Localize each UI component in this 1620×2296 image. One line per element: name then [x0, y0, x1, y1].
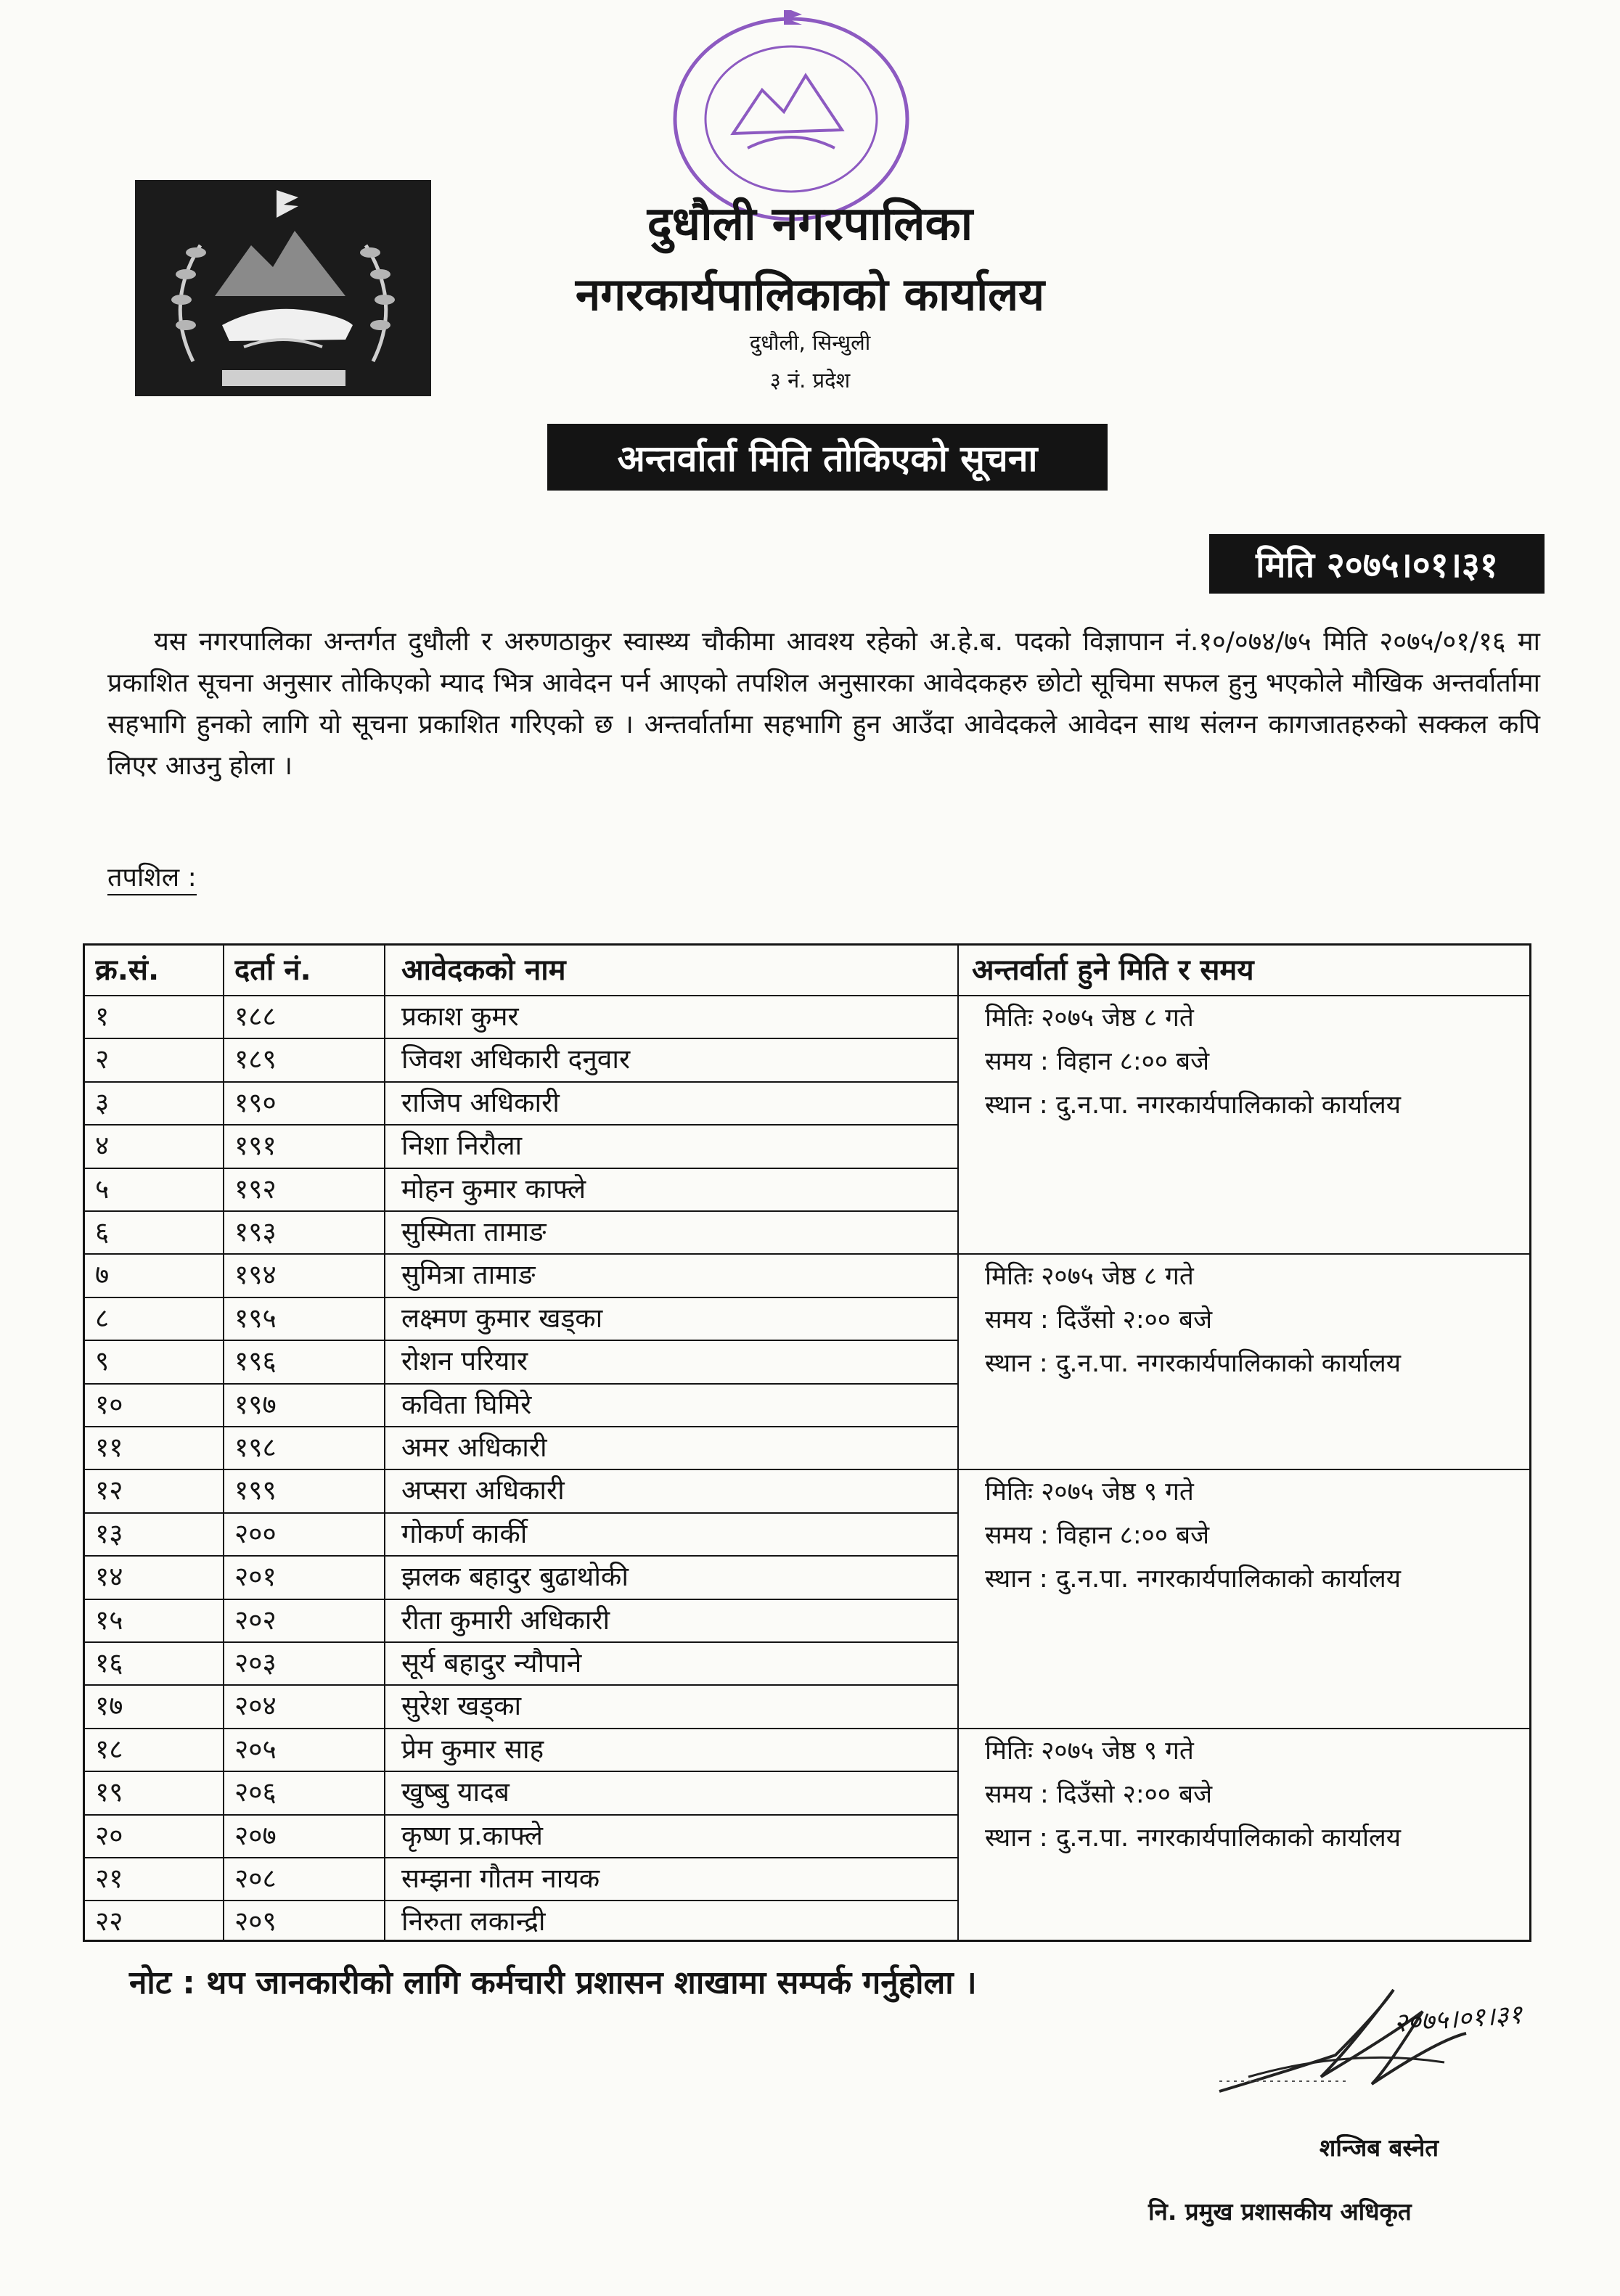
note: नोट : थप जानकारीको लागि कर्मचारी प्रशासन शाखामा सम्पर्क गर्नुहोला । [129, 1964, 977, 2001]
row-reg: १८९ [234, 1044, 277, 1075]
schedule-time: समय : दिउँसो २:०० बजे [985, 1779, 1213, 1809]
row-name: अमर अधिकारी [401, 1432, 547, 1463]
signature-date: २०७५।०१।३१ [1392, 1999, 1523, 2039]
row-divider [85, 1383, 957, 1385]
row-name: लक्ष्मण कुमार खड्का [401, 1302, 603, 1334]
schedule-place: स्थान : दु.न.पा. नगरकार्यपालिकाको कार्यालय [985, 1823, 1402, 1853]
row-sn: १ [95, 1001, 110, 1032]
schedule-place: स्थान : दु.न.पा. नगरकार्यपालिकाको कार्यालय [985, 1349, 1402, 1379]
row-reg: २०५ [234, 1733, 277, 1765]
row-reg: १९३ [234, 1216, 277, 1247]
row-sn: १८ [95, 1733, 123, 1765]
row-name: प्रेम कुमार साह [401, 1733, 544, 1765]
row-sn: ९ [95, 1345, 110, 1377]
row-reg: १९८ [234, 1432, 277, 1463]
row-reg: १९० [234, 1086, 277, 1118]
address: दुधौली, सिन्धुली [749, 330, 871, 355]
row-sn: ७ [95, 1259, 110, 1291]
row-reg: १९२ [234, 1173, 277, 1205]
row-sn: २१ [95, 1863, 123, 1894]
row-divider [85, 1771, 957, 1772]
schedule-place: स्थान : दु.न.पा. नगरकार्यपालिकाको कार्यालय [985, 1565, 1402, 1594]
row-name: सूर्य बहादुर न्यौपाने [401, 1647, 582, 1678]
row-name: सुस्मिता तामाङ [401, 1216, 547, 1247]
row-reg: २०४ [234, 1690, 277, 1722]
notice-body [107, 621, 1540, 787]
row-name: निरुता लकान्द्री [401, 1906, 546, 1938]
row-divider [85, 1168, 957, 1169]
row-divider [85, 1900, 957, 1901]
row-divider [85, 1297, 957, 1298]
row-reg: १९१ [234, 1130, 277, 1162]
header-name: आवेदकको नाम [401, 954, 566, 987]
notice-date: मिति २०७५।०१।३१ [1209, 534, 1545, 594]
row-reg: २०७ [234, 1819, 277, 1851]
notice-title: अन्तर्वार्ता मिति तोकिएको सूचना [547, 424, 1108, 491]
row-name: मोहन कुमार काफ्ले [401, 1173, 586, 1205]
schedule-block [969, 1470, 1528, 1601]
row-sn: ६ [95, 1216, 110, 1247]
row-name: रीता कुमारी अधिकारी [401, 1604, 610, 1636]
row-sn: १५ [95, 1604, 123, 1636]
row-sn: २२ [95, 1906, 123, 1938]
row-divider [85, 1210, 957, 1212]
row-name: अप्सरा अधिकारी [401, 1475, 565, 1506]
row-sn: १४ [95, 1561, 123, 1593]
row-divider [85, 1641, 957, 1643]
row-sn: २० [95, 1819, 123, 1851]
schedule-block [969, 996, 1528, 1127]
row-name: सुमित्रा तामाङ [401, 1259, 536, 1291]
province: ३ नं. प्रदेश [769, 368, 851, 393]
row-name: गोकर्ण कार्की [401, 1517, 528, 1549]
schedule-block [969, 1729, 1528, 1860]
row-sn: १० [95, 1388, 123, 1420]
schedule-time: समय : विहान ८:०० बजे [985, 1521, 1210, 1551]
row-name: झलक बहादुर बुढाथोकी [401, 1561, 629, 1593]
row-divider [85, 1599, 957, 1600]
row-name: जिवश अधिकारी दनुवार [401, 1044, 631, 1075]
row-divider [85, 1081, 957, 1083]
row-divider [85, 1814, 957, 1816]
schedule-block [969, 1255, 1528, 1385]
applicant-table [83, 943, 1531, 1942]
row-divider [85, 1684, 957, 1686]
office-name: नगरकार्यपालिकाको कार्यालय [575, 268, 1045, 321]
header-reg: दर्ता नं. [234, 954, 311, 987]
schedule-date: मितिः २०७५ जेष्ठ ९ गते [985, 1477, 1194, 1507]
schedule-date: मितिः २०७५ जेष्ठ ९ गते [985, 1736, 1194, 1766]
row-sn: १९ [95, 1776, 123, 1808]
schedule-date: मितिः २०७५ जेष्ठ ८ गते [985, 1262, 1194, 1292]
row-reg: १९५ [234, 1302, 277, 1334]
row-sn: १३ [95, 1517, 123, 1549]
row-reg: २०८ [234, 1863, 277, 1894]
row-name: राजिप अधिकारी [401, 1086, 560, 1118]
row-sn: ४ [95, 1130, 110, 1162]
row-name: कविता घिमिरे [401, 1388, 532, 1420]
row-sn: १७ [95, 1690, 123, 1722]
schedule-place: स्थान : दु.न.पा. नगरकार्यपालिकाको कार्यालय [985, 1091, 1402, 1120]
row-name: प्रकाश कुमर [401, 1001, 519, 1032]
row-reg: २०१ [234, 1561, 277, 1593]
signature [1205, 1968, 1597, 2113]
row-reg: २०० [234, 1517, 277, 1549]
row-reg: १९६ [234, 1345, 277, 1377]
row-reg: २०३ [234, 1647, 277, 1678]
schedule-time: समय : दिउँसो २:०० बजे [985, 1305, 1213, 1335]
row-divider [85, 1857, 957, 1858]
row-reg: २०२ [234, 1604, 277, 1636]
row-reg: १९७ [234, 1388, 277, 1420]
row-reg: २०९ [234, 1906, 277, 1938]
row-sn: ३ [95, 1086, 110, 1118]
row-name: सम्झना गौतम नायक [401, 1863, 600, 1894]
schedule-date: मितिः २०७५ जेष्ठ ८ गते [985, 1004, 1194, 1033]
row-sn: १२ [95, 1475, 123, 1506]
row-sn: ५ [95, 1173, 110, 1205]
row-name: कृष्ण प्र.काफ्ले [401, 1819, 544, 1851]
row-reg: १९४ [234, 1259, 277, 1291]
row-sn: १६ [95, 1647, 123, 1678]
signer-title: नि. प्रमुख प्रशासकीय अधिकृत [1148, 2197, 1412, 2226]
tapasil-label: तपशिल : [107, 862, 197, 895]
row-sn: ८ [95, 1302, 110, 1334]
row-name: निशा निरौला [401, 1130, 523, 1162]
row-reg: २०६ [234, 1776, 277, 1808]
row-divider [85, 1512, 957, 1514]
row-sn: ११ [95, 1432, 123, 1463]
header-schedule: अन्तर्वार्ता हुने मिति र समय [972, 954, 1254, 987]
row-reg: १९९ [234, 1475, 277, 1506]
row-divider [85, 1340, 957, 1341]
schedule-time: समय : विहान ८:०० बजे [985, 1047, 1210, 1076]
row-divider [85, 1555, 957, 1557]
org-name: दुधौली नगरपालिका [647, 197, 973, 251]
row-divider [85, 1038, 957, 1039]
row-divider [85, 1426, 957, 1427]
notice-body-text: यस नगरपालिका अन्तर्गत दुधौली र अरुणठाकुर स्वास्थ्य चौकीमा आवश्य रहेको अ.हे.ब. पदको विज्ञापान नं.१०/०७४/७५ मिति २०७५/०१/१६ मा प्रकाशित सूचना अनुसार तोकिएको म्याद भित्र आवेदन पर्न आएको तपशिल अनुसारका आवेदकहरु छोटो सूचिमा सफल हुनु भएकोले मौखिक अन्तर्वार्तामा सहभागि हुनको लागि यो सूचना प्रकाशित गरिएको छ । अन्तर्वार्तामा सहभागि हुन आउँदा आवेदकले आवेदन साथ संलग्न कागजातहरुको सक्कल कपि लिएर आउनु होला । [107, 627, 1540, 781]
row-name: खुष्बु यादब [401, 1776, 510, 1808]
row-divider [85, 1124, 957, 1126]
row-sn: २ [95, 1044, 110, 1075]
signer-name: शन्जिब बस्नेत [1319, 2133, 1439, 2162]
row-name: रोशन परियार [401, 1345, 528, 1377]
row-reg: १८८ [234, 1001, 277, 1032]
header-sn: क्र.सं. [95, 954, 160, 987]
row-name: सुरेश खड्का [401, 1690, 522, 1722]
